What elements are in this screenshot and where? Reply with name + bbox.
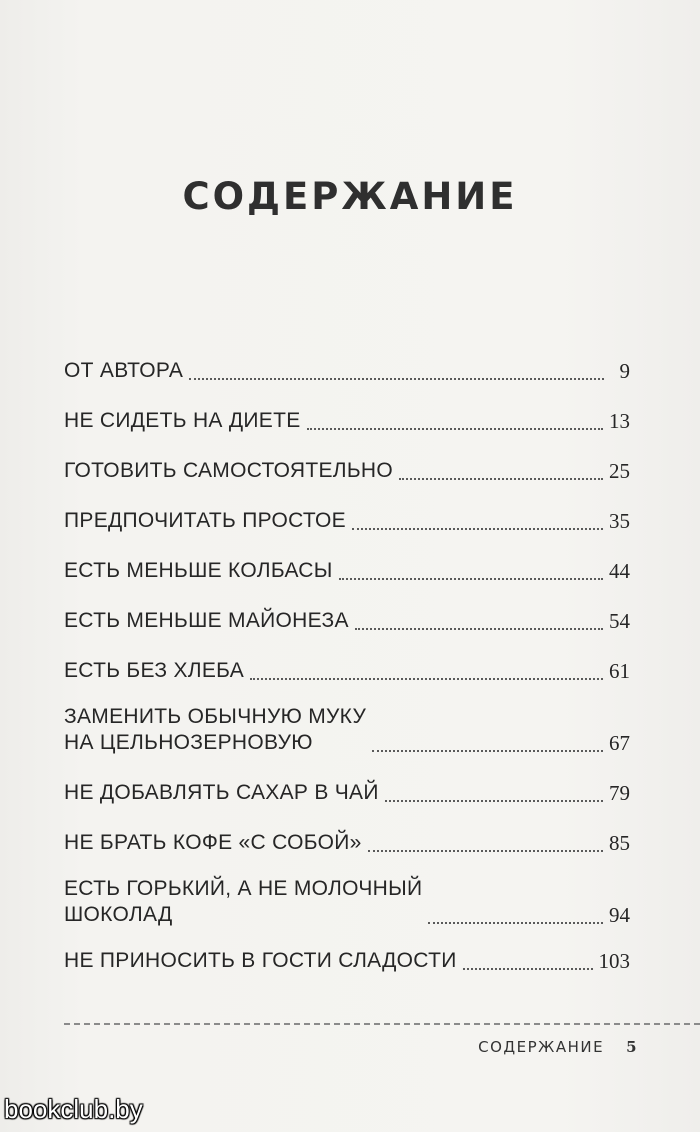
toc-entry-title-line: ПРЕДПОЧИТАТЬ ПРОСТОЕ — [64, 509, 346, 532]
toc-entry-title-line: ЕСТЬ МЕНЬШЕ МАЙОНЕЗА — [64, 609, 349, 632]
toc-entry — [64, 704, 630, 756]
toc-entry-title — [64, 608, 349, 634]
dot-leader — [428, 922, 603, 924]
dot-leader — [385, 800, 603, 802]
toc-entry-page: 54 — [609, 609, 630, 633]
toc-entry-page: 85 — [609, 831, 630, 855]
toc-entry-title — [64, 458, 393, 484]
toc-entry-title-line: ЕСТЬ БЕЗ ХЛЕБА — [64, 659, 245, 682]
toc-entry — [64, 558, 630, 584]
toc-entry-page: 103 — [598, 949, 630, 973]
toc-entry-title-line: НЕ СИДЕТЬ НА ДИЕТЕ — [64, 409, 301, 432]
toc-entry-title-line: НЕ ДОБАВЛЯТЬ САХАР В ЧАЙ — [64, 781, 379, 804]
toc-entry-page: 25 — [609, 459, 630, 483]
toc-entry-title — [64, 948, 457, 974]
toc-entry-title — [64, 876, 422, 928]
toc-entry — [64, 358, 630, 384]
dot-leader — [368, 850, 603, 852]
toc-entry-title — [64, 508, 346, 534]
dot-leader — [372, 750, 603, 752]
toc-entry-title-line: ЗАМЕНИТЬ ОБЫЧНУЮ МУКУ — [64, 705, 367, 728]
toc-entry — [64, 508, 630, 534]
toc-entry-title-line: ГОТОВИТЬ САМОСТОЯТЕЛЬНО — [64, 459, 394, 482]
dot-leader — [352, 528, 603, 530]
toc-entry-page: 13 — [609, 409, 630, 433]
toc-entry-page: 67 — [609, 731, 630, 755]
toc-entry — [64, 658, 630, 684]
toc-entry — [64, 458, 630, 484]
page-number: 5 — [626, 1038, 638, 1056]
toc-entry-title — [64, 704, 366, 756]
running-head — [478, 1038, 638, 1056]
dot-leader — [463, 968, 593, 970]
toc-entry-title — [64, 558, 333, 584]
toc-entry-title-line: ОТ АВТОРА — [64, 359, 184, 382]
toc-entry-page: 61 — [609, 659, 630, 683]
toc-entry-title — [64, 830, 362, 856]
running-head-title: СОДЕРЖАНИЕ — [478, 1038, 605, 1056]
toc-entry-title — [64, 358, 183, 384]
watermark-logo: bookclub.by — [4, 1094, 143, 1124]
toc-entry — [64, 876, 630, 928]
toc-entry-title — [64, 780, 379, 806]
toc-entry-page: 9 — [619, 359, 630, 383]
toc-entry — [64, 780, 630, 806]
dot-leader — [307, 428, 603, 430]
toc-entry — [64, 830, 630, 856]
toc-entry-page: 79 — [609, 781, 630, 805]
toc-entry — [64, 608, 630, 634]
dot-leader — [399, 478, 603, 480]
dot-leader — [250, 678, 603, 680]
dot-leader — [355, 628, 603, 630]
toc-entry-page: 44 — [609, 559, 630, 583]
toc-entry-page: 94 — [609, 903, 630, 927]
toc-entry-title-line: ЕСТЬ ГОРЬКИЙ, А НЕ МОЛОЧНЫЙ — [64, 877, 423, 900]
toc-entry-title-line: ЕСТЬ МЕНЬШЕ КОЛБАСЫ — [64, 559, 333, 582]
dot-leader — [339, 578, 603, 580]
toc-entry-title-line: НЕ БРАТЬ КОФЕ «С СОБОЙ» — [64, 831, 362, 854]
toc-entry-title — [64, 658, 244, 684]
footer-rule — [64, 1023, 700, 1025]
table-of-contents — [64, 358, 630, 974]
dot-leader — [189, 378, 604, 380]
toc-entry-title-line: НЕ ПРИНОСИТЬ В ГОСТИ СЛАДОСТИ — [64, 949, 457, 972]
toc-entry-title-line: НА ЦЕЛЬНОЗЕРНОВУЮ — [64, 731, 313, 754]
toc-entry-title — [64, 408, 301, 434]
toc-entry — [64, 948, 630, 974]
toc-entry — [64, 408, 630, 434]
page-title: СОДЕРЖАНИЕ — [182, 175, 518, 218]
toc-entry-title-line: ШОКОЛАД — [64, 903, 173, 926]
toc-entry-page: 35 — [609, 509, 630, 533]
